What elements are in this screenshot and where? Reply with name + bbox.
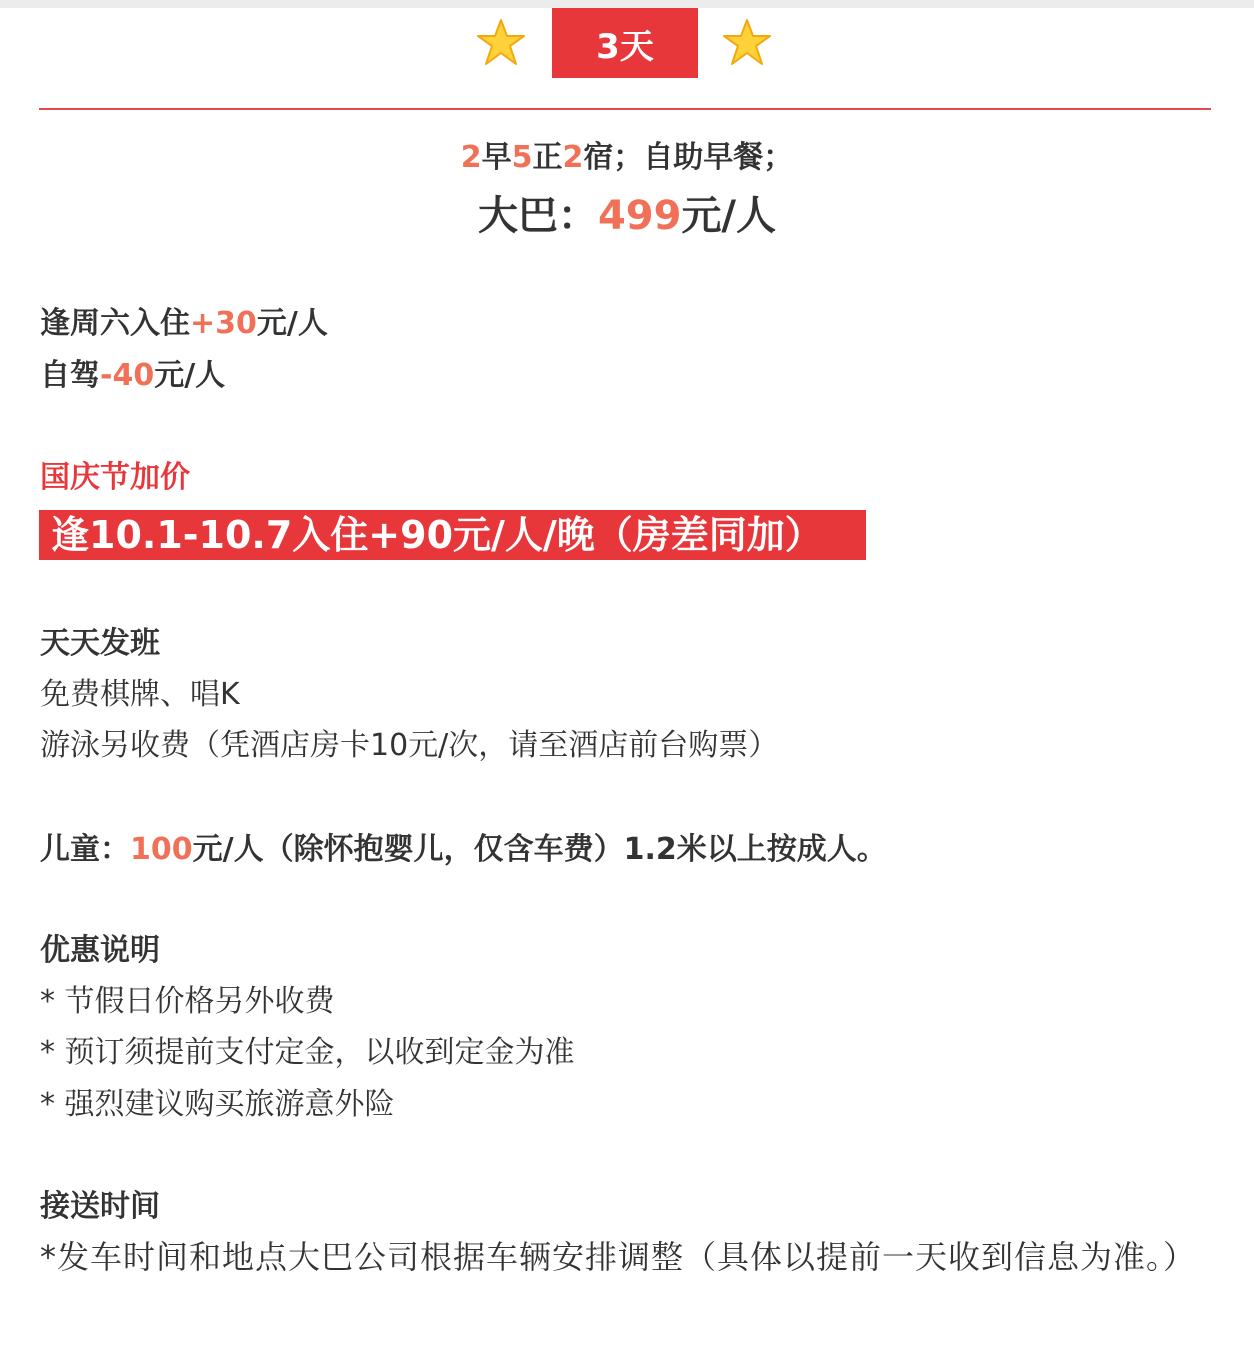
daily-line: 免费棋牌、唱K <box>40 677 240 712</box>
selfdrive-amount: -40 <box>100 358 155 393</box>
top-bar <box>0 0 1254 8</box>
bus-price-value: 499 <box>597 193 682 239</box>
nights-count: 2 <box>562 140 584 175</box>
children-price-detail: 元/人（除怀抱婴儿，仅含车费）1.2米以上按成人。 <box>192 832 887 867</box>
saturday-label: 逢周六入住 <box>40 306 190 341</box>
star-icon <box>722 18 772 68</box>
children-price <box>40 824 887 876</box>
day-header <box>0 8 1254 78</box>
daily-line: 游泳另收费（凭酒店房卡10元/次，请至酒店前台购票） <box>40 728 779 763</box>
pickup-title: 接送时间 <box>40 1189 160 1224</box>
saturday-unit: 元/人 <box>256 306 328 341</box>
selfdrive-label: 自驾 <box>40 358 100 393</box>
meals-breakfast-count: 2 <box>460 140 482 175</box>
bus-price-unit: 元/人 <box>681 193 777 239</box>
meals-text: 正 <box>532 140 563 175</box>
discount-item: * 预订须提前支付定金，以收到定金为准 <box>40 1035 575 1070</box>
selfdrive-unit: 元/人 <box>154 358 226 393</box>
discount-item: * 强烈建议购买旅游意外险 <box>40 1087 395 1122</box>
meals-summary <box>0 138 1254 178</box>
discount-item: * 节假日价格另外收费 <box>40 984 335 1019</box>
national-day-title: 国庆节加价 <box>40 460 190 495</box>
daily-title: 天天发班 <box>40 626 160 661</box>
saturday-amount: +30 <box>190 306 257 341</box>
pickup-note: *发车时间和地点大巴公司根据车辆安排调整（具体以提前一天收到信息为准。） <box>40 1238 1197 1276</box>
children-label: 儿童： <box>40 832 130 867</box>
bus-price-label: 大巴： <box>477 193 598 239</box>
meals-text: 早 <box>481 140 512 175</box>
children-price-value: 100 <box>130 832 193 867</box>
meals-lunch-count: 5 <box>511 140 533 175</box>
header-divider <box>39 108 1211 110</box>
discount-title: 优惠说明 <box>40 933 160 968</box>
meals-text: 宿；自助早餐； <box>583 140 794 175</box>
star-icon <box>476 18 526 68</box>
national-day-banner: 逢10.1-10.7入住+90元/人/晚（房差同加） <box>39 510 866 560</box>
day-badge: 3天 <box>552 8 698 78</box>
selfdrive-discount <box>40 350 225 402</box>
saturday-surcharge <box>40 298 328 350</box>
bus-price <box>0 190 1254 242</box>
